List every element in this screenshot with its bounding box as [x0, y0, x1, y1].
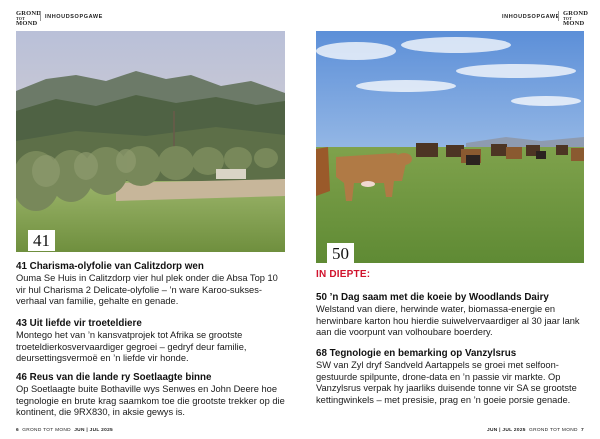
in-depth-label: IN DIEPTE:: [316, 269, 371, 280]
magazine-logo: GROND TOT MOND: [563, 10, 589, 27]
article-title[interactable]: 43 Uit liefde vir troeteldiere: [16, 318, 142, 329]
section-header: INHOUDSOPGAWE: [45, 14, 103, 20]
right-page: [300, 0, 600, 439]
article-summary: Montego het van ’n kansvatprojek tot Afrika se grootste troeteldierkosvervaardiger gegroei – gedryf deur familie, deursettingsvermoë en ’n liefde vir honde.: [16, 330, 247, 364]
olive-grove-photo: [16, 31, 285, 252]
article-soetlaagte[interactable]: [16, 372, 288, 419]
article-summary: Ouma Se Huis in Calitzdorp vier hul plek onder die Absa Top 10 vir hul Charisma 2 Delicate-olyfolie – ’n ware Karoo-sukses-verhaal van familie, gehalte en genade.: [16, 273, 278, 307]
section-header: INHOUDSOPGAWE: [502, 14, 560, 20]
footer-publication: GROND TOT MOND: [529, 428, 578, 433]
article-vanzylsrus[interactable]: [316, 348, 588, 406]
page-footer: [487, 428, 584, 433]
cows-field-icon: [316, 31, 584, 263]
article-title[interactable]: 46 Reus van die lande ry Soetlaagte binne: [16, 372, 212, 383]
page-number: 7: [581, 428, 584, 433]
article-summary: Welstand van diere, herwinde water, biomassa-energie en herwinbare karton hou hierdie suiwelvervaardiger al 30 jaar lank aan die voorpunt van volhoubare boerdery.: [316, 304, 580, 338]
article-troeteldiere[interactable]: [16, 318, 288, 365]
page-footer: [16, 428, 113, 433]
footer-issue: JUN | JUL 2025: [74, 428, 114, 433]
page-number-badge: 41: [28, 230, 55, 251]
header-divider: [558, 11, 559, 21]
page-number: 6: [16, 428, 19, 433]
footer-issue: JUN | JUL 2025: [486, 428, 526, 433]
article-title[interactable]: 50 ’n Dag saam met die koeie by Woodlands Dairy: [316, 292, 549, 303]
page-number-badge: 50: [327, 243, 354, 264]
article-title[interactable]: 68 Tegnologie en bemarking op Vanzylsrus: [316, 348, 517, 359]
article-woodlands[interactable]: [316, 292, 588, 339]
article-summary: SW van Zyl dryf Sandveld Aartappels se groei met selfoon-gestuurde spilpunte, drone-data en ’n passie vir markte. Op Vanzylsrus verpak hy jaarliks duisende tonne vir SA se grootste kettingwinkels – met presisie, prag en ’n goeie porsie genade.: [316, 360, 577, 405]
article-charisma[interactable]: [16, 261, 288, 308]
dairy-cows-photo: [316, 31, 584, 263]
magazine-logo: GROND TOT MOND: [16, 10, 42, 27]
article-summary: Op Soetlaagte buite Bothaville wys Senwes en John Deere hoe tegnologie en brute krag saamkom toe die grootste trekker op die kontinent, die 9RX830, in aksie gewys is.: [16, 384, 285, 418]
footer-publication: GROND TOT MOND: [22, 428, 71, 433]
article-title[interactable]: 41 Charisma-olyfolie van Calitzdorp wen: [16, 261, 204, 272]
olive-trees-mountains-icon: [16, 31, 285, 252]
header-divider: [40, 11, 41, 21]
